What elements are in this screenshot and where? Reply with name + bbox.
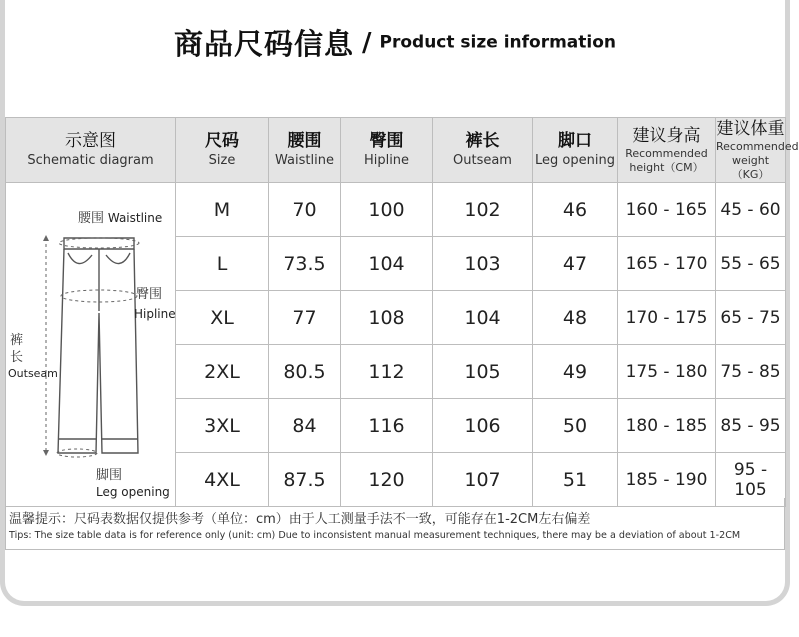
diagram-leg-cn: 脚围: [96, 468, 123, 483]
cell-size: L: [176, 237, 269, 291]
cell-hip: 112: [341, 345, 433, 399]
cell-weight: 75 - 85: [716, 345, 786, 399]
cell-waist: 84: [269, 399, 341, 453]
cell-weight: 95 - 105: [716, 453, 786, 507]
header-en: Outseam: [453, 153, 512, 168]
cell-hip: 104: [341, 237, 433, 291]
diagram-outseam-cn1: 裤: [10, 333, 24, 348]
title-slash: /: [362, 27, 372, 58]
header-cn: 尺码: [205, 131, 239, 151]
cell-waist: 87.5: [269, 453, 341, 507]
cell-leg: 48: [533, 291, 618, 345]
diagram-waist-cn: 腰围: [78, 211, 105, 226]
cell-weight: 55 - 65: [716, 237, 786, 291]
cell-size: 2XL: [176, 345, 269, 399]
cell-hip: 100: [341, 183, 433, 237]
header-en: Recommended: [625, 147, 708, 160]
tips-cn: 温馨提示：尺码表数据仅提供参考（单位：cm）由于人工测量手法不一致，可能存在1-2CM左右偏差: [9, 512, 591, 527]
cell-outseam: 105: [433, 345, 533, 399]
header-cn: 建议身高: [632, 126, 701, 146]
cell-hip: 108: [341, 291, 433, 345]
title-en: Product size information: [379, 32, 617, 53]
header-cn: 示意图: [65, 131, 116, 151]
header-en: Leg opening: [535, 153, 615, 168]
header-weight: [716, 118, 799, 183]
header-en: Size: [208, 153, 236, 168]
header-size: [176, 118, 269, 183]
cell-waist: 80.5: [269, 345, 341, 399]
cell-outseam: 103: [433, 237, 533, 291]
cell-hip: 120: [341, 453, 433, 507]
header-cn: 裤长: [465, 131, 500, 151]
cell-height: 175 - 180: [618, 345, 716, 399]
cell-size: 3XL: [176, 399, 269, 453]
header-hip: [341, 118, 433, 183]
cell-height: 160 - 165: [618, 183, 716, 237]
header-cn: 脚口: [558, 131, 592, 151]
diagram-label-outseam-en: [8, 367, 58, 381]
diagram-outseam-cn2: 长: [10, 350, 24, 365]
header-en: Schematic diagram: [27, 153, 154, 168]
cell-size: XL: [176, 291, 269, 345]
header-en: Recommended: [716, 140, 799, 153]
cell-weight: 85 - 95: [716, 399, 786, 453]
header-waist: [269, 118, 341, 183]
header-en: Hipline: [363, 153, 410, 168]
diagram-label-hip-cn: [136, 287, 162, 302]
table-header-row: [6, 118, 786, 183]
pants-diagram-cell: [6, 183, 176, 507]
cell-waist: 73.5: [269, 237, 341, 291]
diagram-leg-en: Leg opening: [96, 485, 170, 499]
diagram-hip-en: Hipline: [134, 307, 176, 321]
cell-leg: 49: [533, 345, 618, 399]
diagram-label-hip-en: [134, 307, 176, 321]
page-title: [0, 22, 790, 62]
tips-box: [5, 498, 785, 550]
diagram-label-waist: [78, 211, 162, 226]
cell-outseam: 102: [433, 183, 533, 237]
cell-height: 165 - 170: [618, 237, 716, 291]
cell-height: 185 - 190: [618, 453, 716, 507]
header-outseam: [433, 118, 533, 183]
header-en: Waistline: [275, 153, 334, 168]
header-height: [618, 118, 716, 183]
table-row: [6, 183, 786, 237]
title-cn: 商品尺码信息: [173, 27, 354, 61]
diagram-label-outseam-cn2: [10, 350, 23, 365]
cell-outseam: 106: [433, 399, 533, 453]
cell-hip: 116: [341, 399, 433, 453]
header-cn: 腰围: [287, 131, 322, 151]
tips-en: Tips: The size table data is for reference only (unit: cm) Due to inconsistent manual measurement techniques, there may be a deviation of about 1-2CM: [9, 530, 741, 541]
diagram-hip-cn: 臀围: [136, 287, 163, 302]
cell-weight: 45 - 60: [716, 183, 786, 237]
cell-waist: 77: [269, 291, 341, 345]
pants-illustration: [6, 183, 176, 503]
cell-size: M: [176, 183, 269, 237]
diagram-waist-en: Waistline: [107, 211, 163, 225]
cell-size: 4XL: [176, 453, 269, 507]
header-diagram: [6, 118, 176, 183]
cell-outseam: 107: [433, 453, 533, 507]
cell-height: 170 - 175: [618, 291, 716, 345]
header-cn: 臀围: [369, 131, 404, 151]
cell-waist: 70: [269, 183, 341, 237]
diagram-label-leg-en: [96, 485, 170, 499]
diagram-outseam-en: Outseam: [8, 367, 58, 380]
header-cn: 建议体重: [716, 119, 785, 139]
cell-leg: 46: [533, 183, 618, 237]
cell-leg: 47: [533, 237, 618, 291]
cell-outseam: 104: [433, 291, 533, 345]
diagram-label-outseam-cn1: [10, 333, 23, 348]
header-en-unit: weight（KG）: [731, 154, 770, 181]
cell-weight: 65 - 75: [716, 291, 786, 345]
header-leg-opening: [533, 118, 618, 183]
header-en-unit: height（CM）: [629, 161, 704, 174]
size-table: [5, 117, 799, 507]
cell-leg: 51: [533, 453, 618, 507]
diagram-label-leg-cn: [96, 468, 122, 483]
cell-leg: 50: [533, 399, 618, 453]
cell-height: 180 - 185: [618, 399, 716, 453]
